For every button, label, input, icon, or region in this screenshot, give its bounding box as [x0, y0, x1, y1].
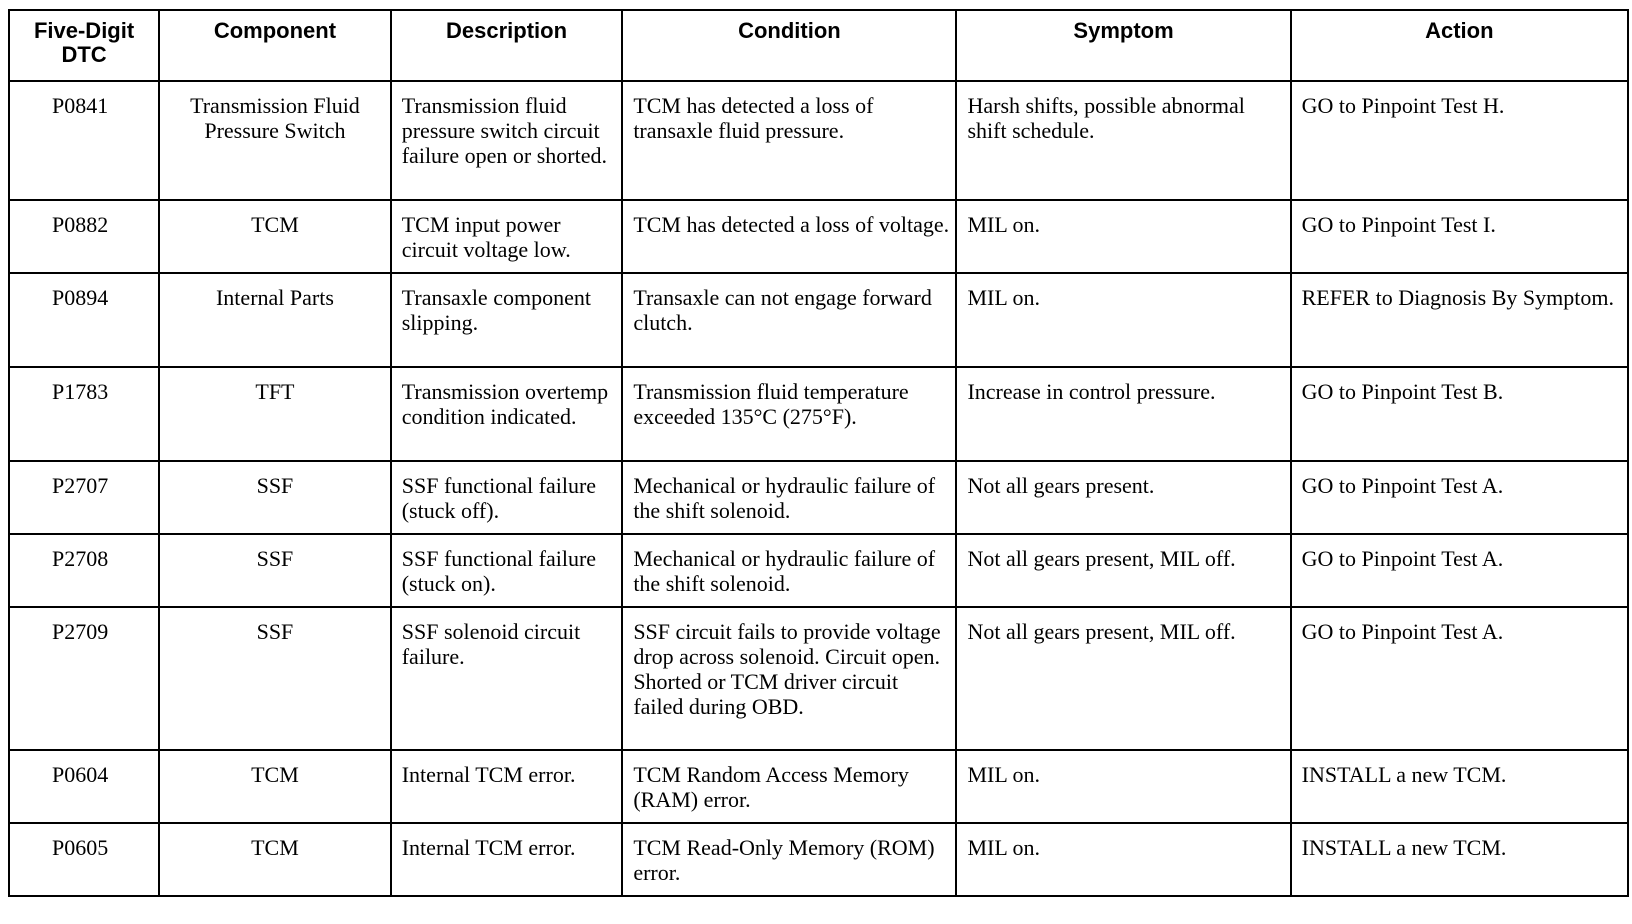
dtc-code: P0894 [9, 273, 159, 367]
header-dtc [9, 10, 159, 81]
component-cell: TCM [159, 750, 391, 823]
description-cell: Internal TCM error. [391, 823, 623, 896]
table-row [9, 81, 1628, 200]
condition-cell: TCM has detected a loss of voltage. [622, 200, 956, 273]
symptom-cell: MIL on. [956, 823, 1290, 896]
dtc-code: P0841 [9, 81, 159, 200]
component-cell: SSF [159, 607, 391, 750]
component-cell: Internal Parts [159, 273, 391, 367]
dtc-code: P2707 [9, 461, 159, 534]
action-cell: GO to Pinpoint Test A. [1291, 461, 1628, 534]
header-description: Description [391, 10, 623, 81]
table-row [9, 461, 1628, 534]
symptom-cell: Harsh shifts, possible abnormal shift schedule. [956, 81, 1290, 200]
dtc-code: P0605 [9, 823, 159, 896]
symptom-cell: Increase in control pressure. [956, 367, 1290, 461]
action-cell: GO to Pinpoint Test B. [1291, 367, 1628, 461]
symptom-cell: Not all gears present, MIL off. [956, 607, 1290, 750]
component-cell: Transmission Fluid Pressure Switch [159, 81, 391, 200]
condition-cell: SSF circuit fails to provide voltage drop across solenoid. Circuit open. Shorted or TCM driver circuit failed during OBD. [622, 607, 956, 750]
header-component: Component [159, 10, 391, 81]
description-cell: Transmission fluid pressure switch circuit failure open or shorted. [391, 81, 623, 200]
condition-cell: TCM has detected a loss of transaxle fluid pressure. [622, 81, 956, 200]
description-cell: SSF functional failure (stuck on). [391, 534, 623, 607]
condition-cell: Transaxle can not engage forward clutch. [622, 273, 956, 367]
component-cell: SSF [159, 534, 391, 607]
action-cell: GO to Pinpoint Test H. [1291, 81, 1628, 200]
action-cell: GO to Pinpoint Test I. [1291, 200, 1628, 273]
header-dtc-label: Five-Digit DTC [33, 18, 135, 67]
condition-cell: TCM Random Access Memory (RAM) error. [622, 750, 956, 823]
table-row [9, 200, 1628, 273]
symptom-cell: MIL on. [956, 200, 1290, 273]
dtc-code: P1783 [9, 367, 159, 461]
condition-cell: Transmission fluid temperature exceeded 135°C (275°F). [622, 367, 956, 461]
description-cell: SSF solenoid circuit failure. [391, 607, 623, 750]
dtc-code: P0882 [9, 200, 159, 273]
table-row [9, 534, 1628, 607]
description-cell: Transmission overtemp condition indicated. [391, 367, 623, 461]
table-row [9, 367, 1628, 461]
action-cell: INSTALL a new TCM. [1291, 750, 1628, 823]
component-cell: TFT [159, 367, 391, 461]
condition-cell: Mechanical or hydraulic failure of the shift solenoid. [622, 461, 956, 534]
description-cell: Internal TCM error. [391, 750, 623, 823]
header-row [9, 10, 1628, 81]
component-cell: TCM [159, 200, 391, 273]
action-cell: REFER to Diagnosis By Symptom. [1291, 273, 1628, 367]
table-row [9, 273, 1628, 367]
header-symptom: Symptom [956, 10, 1290, 81]
action-cell: INSTALL a new TCM. [1291, 823, 1628, 896]
description-cell: TCM input power circuit voltage low. [391, 200, 623, 273]
condition-cell: TCM Read-Only Memory (ROM) error. [622, 823, 956, 896]
symptom-cell: Not all gears present, MIL off. [956, 534, 1290, 607]
condition-cell: Mechanical or hydraulic failure of the shift solenoid. [622, 534, 956, 607]
symptom-cell: Not all gears present. [956, 461, 1290, 534]
symptom-cell: MIL on. [956, 750, 1290, 823]
symptom-cell: MIL on. [956, 273, 1290, 367]
component-cell: TCM [159, 823, 391, 896]
action-cell: GO to Pinpoint Test A. [1291, 534, 1628, 607]
table-row [9, 823, 1628, 896]
dtc-code: P0604 [9, 750, 159, 823]
component-cell: SSF [159, 461, 391, 534]
dtc-code: P2709 [9, 607, 159, 750]
header-condition: Condition [622, 10, 956, 81]
action-cell: GO to Pinpoint Test A. [1291, 607, 1628, 750]
description-cell: Transaxle component slipping. [391, 273, 623, 367]
dtc-code: P2708 [9, 534, 159, 607]
header-action: Action [1291, 10, 1628, 81]
dtc-table [8, 9, 1629, 897]
table-row [9, 750, 1628, 823]
table-row [9, 607, 1628, 750]
description-cell: SSF functional failure (stuck off). [391, 461, 623, 534]
